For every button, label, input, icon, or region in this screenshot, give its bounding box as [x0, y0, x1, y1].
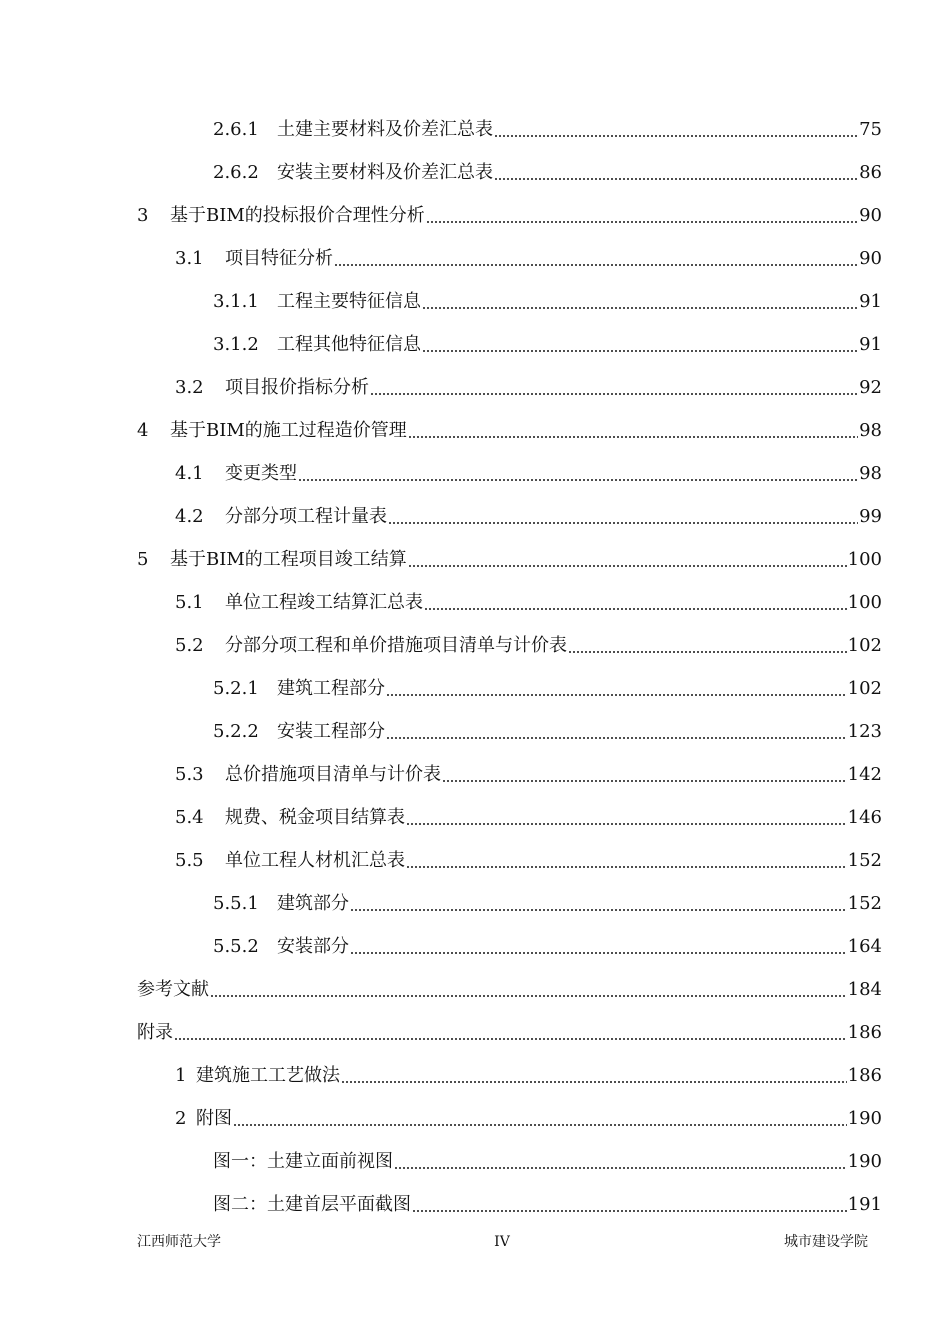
toc-entry[interactable]	[213, 671, 882, 701]
toc-entry-title: 图一：土建立面前视图	[213, 1151, 393, 1172]
dot-leader	[424, 608, 847, 610]
toc-entry-number: 2.6.2	[213, 162, 259, 183]
toc-entry-page: 98	[859, 420, 882, 441]
dot-leader	[341, 1081, 847, 1083]
dot-leader	[422, 350, 858, 352]
dot-leader	[408, 565, 847, 567]
toc-entry-title: 建筑工程部分	[277, 678, 385, 699]
toc-entry-page: 75	[859, 119, 882, 140]
toc-entry-number: 3.1.2	[213, 334, 259, 355]
dot-leader	[233, 1124, 847, 1126]
toc-entry[interactable]	[175, 499, 882, 529]
footer-page-number: IV	[494, 1234, 510, 1250]
toc-entry-number: 3.2	[175, 377, 204, 398]
toc-entry-title: 安装主要材料及价差汇总表	[277, 162, 493, 183]
dot-leader	[568, 651, 847, 653]
toc-entry[interactable]	[137, 1015, 882, 1045]
toc-entry-number: 5.2.1	[213, 678, 259, 699]
toc-entry[interactable]	[175, 370, 882, 400]
dot-leader	[350, 952, 847, 954]
toc-entry-title: 安装工程部分	[277, 721, 385, 742]
dot-leader	[174, 1038, 847, 1040]
toc-entry-title: 基于BIM的工程项目竣工结算	[170, 549, 407, 570]
toc-entry-number: 5	[137, 549, 149, 570]
toc-entry-page: 146	[847, 807, 882, 828]
toc-entry-number: 5.5	[175, 850, 204, 871]
toc-entry[interactable]	[175, 241, 882, 271]
toc-entry-number: 1	[175, 1065, 187, 1086]
dot-leader	[412, 1210, 847, 1212]
toc-entry-page: 184	[847, 979, 882, 1000]
toc-entry[interactable]	[213, 112, 882, 142]
toc-entry[interactable]	[175, 1101, 882, 1131]
toc-entry-number: 5.5.2	[213, 936, 259, 957]
toc-entry-number: 5.4	[175, 807, 204, 828]
toc-entry-title: 项目报价指标分析	[225, 377, 369, 398]
dot-leader	[386, 694, 847, 696]
toc-entry-page: 90	[859, 248, 882, 269]
dot-leader	[388, 522, 858, 524]
footer-university: 江西师范大学	[137, 1234, 221, 1250]
dot-leader	[298, 479, 858, 481]
toc-entry-page: 90	[859, 205, 882, 226]
dot-leader	[494, 135, 858, 137]
toc-entry[interactable]	[137, 972, 882, 1002]
toc-entry-number: 4.2	[175, 506, 204, 527]
toc-entry-page: 190	[847, 1108, 882, 1129]
toc-entry-page: 100	[847, 549, 882, 570]
toc-entry-title: 安装部分	[277, 936, 349, 957]
toc-entry-page: 186	[847, 1065, 882, 1086]
toc-entry[interactable]	[175, 757, 882, 787]
toc-entry-number: 5.3	[175, 764, 204, 785]
toc-entry-page: 86	[859, 162, 882, 183]
toc-entry-title: 分部分项工程和单价措施项目清单与计价表	[225, 635, 567, 656]
toc-entry-number: 4	[137, 420, 149, 441]
dot-leader	[494, 178, 858, 180]
toc-entry[interactable]	[137, 542, 882, 572]
toc-entry-title: 变更类型	[225, 463, 297, 484]
toc-entry-title: 基于BIM的施工过程造价管理	[170, 420, 407, 441]
dot-leader	[386, 737, 847, 739]
dot-leader	[350, 909, 847, 911]
toc-entry[interactable]	[213, 714, 882, 744]
toc-entry-number: 2.6.1	[213, 119, 259, 140]
toc-entry-page: 91	[859, 291, 882, 312]
toc-entry-title: 项目特征分析	[225, 248, 333, 269]
toc-entry-number: 3	[137, 205, 149, 226]
toc-entry-title: 总价措施项目清单与计价表	[225, 764, 441, 785]
toc-entry[interactable]	[137, 198, 882, 228]
toc-entry-number: 3.1.1	[213, 291, 259, 312]
toc-entry-number: 2	[175, 1108, 187, 1129]
toc-entry-page: 191	[847, 1194, 882, 1215]
toc-entry[interactable]	[213, 284, 882, 314]
toc-entry-number: 5.2.2	[213, 721, 259, 742]
dot-leader	[394, 1167, 847, 1169]
toc-entry-page: 186	[847, 1022, 882, 1043]
toc-entry[interactable]	[175, 456, 882, 486]
toc-entry-page: 99	[859, 506, 882, 527]
toc-entry-number: 4.1	[175, 463, 204, 484]
toc-entry-title: 工程主要特征信息	[277, 291, 421, 312]
toc-entry-page: 98	[859, 463, 882, 484]
toc-entry[interactable]	[175, 585, 882, 615]
toc-entry-title: 单位工程竣工结算汇总表	[225, 592, 423, 613]
toc-entry-page: 102	[847, 635, 882, 656]
toc-entry-page: 190	[847, 1151, 882, 1172]
toc-entry-title: 工程其他特征信息	[277, 334, 421, 355]
toc-entry-title: 参考文献	[137, 979, 209, 1000]
toc-entry-number: 5.2	[175, 635, 204, 656]
dot-leader	[442, 780, 847, 782]
toc-entry-title: 附图	[196, 1108, 232, 1129]
toc-entry[interactable]	[175, 843, 882, 873]
toc-entry-number: 5.1	[175, 592, 204, 613]
toc-entry-number: 5.5.1	[213, 893, 259, 914]
dot-leader	[426, 221, 858, 223]
toc-entry[interactable]	[213, 886, 882, 916]
toc-entry-page: 123	[847, 721, 882, 742]
toc-entry-title: 分部分项工程计量表	[225, 506, 387, 527]
dot-leader	[334, 264, 858, 266]
toc-entry-title: 规费、税金项目结算表	[225, 807, 405, 828]
toc-entry-title: 土建主要材料及价差汇总表	[277, 119, 493, 140]
toc-entry-page: 142	[847, 764, 882, 785]
toc-entry[interactable]	[175, 1058, 882, 1088]
footer-college: 城市建设学院	[784, 1234, 868, 1250]
toc-entry-title: 建筑施工工艺做法	[196, 1065, 340, 1086]
dot-leader	[408, 436, 858, 438]
toc-entry-page: 102	[847, 678, 882, 699]
toc-entry[interactable]	[213, 1187, 882, 1217]
toc-entry[interactable]	[213, 929, 882, 959]
toc-entry[interactable]	[213, 327, 882, 357]
dot-leader	[210, 995, 847, 997]
toc-entry[interactable]	[175, 628, 882, 658]
toc-entry[interactable]	[213, 155, 882, 185]
toc-entry-page: 152	[847, 893, 882, 914]
toc-entry-title: 基于BIM的投标报价合理性分析	[170, 205, 425, 226]
toc-entry-number: 3.1	[175, 248, 204, 269]
toc-entry-page: 91	[859, 334, 882, 355]
toc-entry[interactable]	[137, 413, 882, 443]
toc-entry-page: 100	[847, 592, 882, 613]
toc-entry-page: 92	[859, 377, 882, 398]
dot-leader	[406, 823, 847, 825]
toc-entry[interactable]	[175, 800, 882, 830]
dot-leader	[406, 866, 847, 868]
dot-leader	[370, 393, 858, 395]
toc-entry-title: 图二：土建首层平面截图	[213, 1194, 411, 1215]
dot-leader	[422, 307, 858, 309]
toc-entry-page: 164	[847, 936, 882, 957]
toc-entry-title: 附录	[137, 1022, 173, 1043]
toc-entry-page: 152	[847, 850, 882, 871]
toc-entry-title: 单位工程人材机汇总表	[225, 850, 405, 871]
toc-entry-title: 建筑部分	[277, 893, 349, 914]
toc-entry[interactable]	[213, 1144, 882, 1174]
